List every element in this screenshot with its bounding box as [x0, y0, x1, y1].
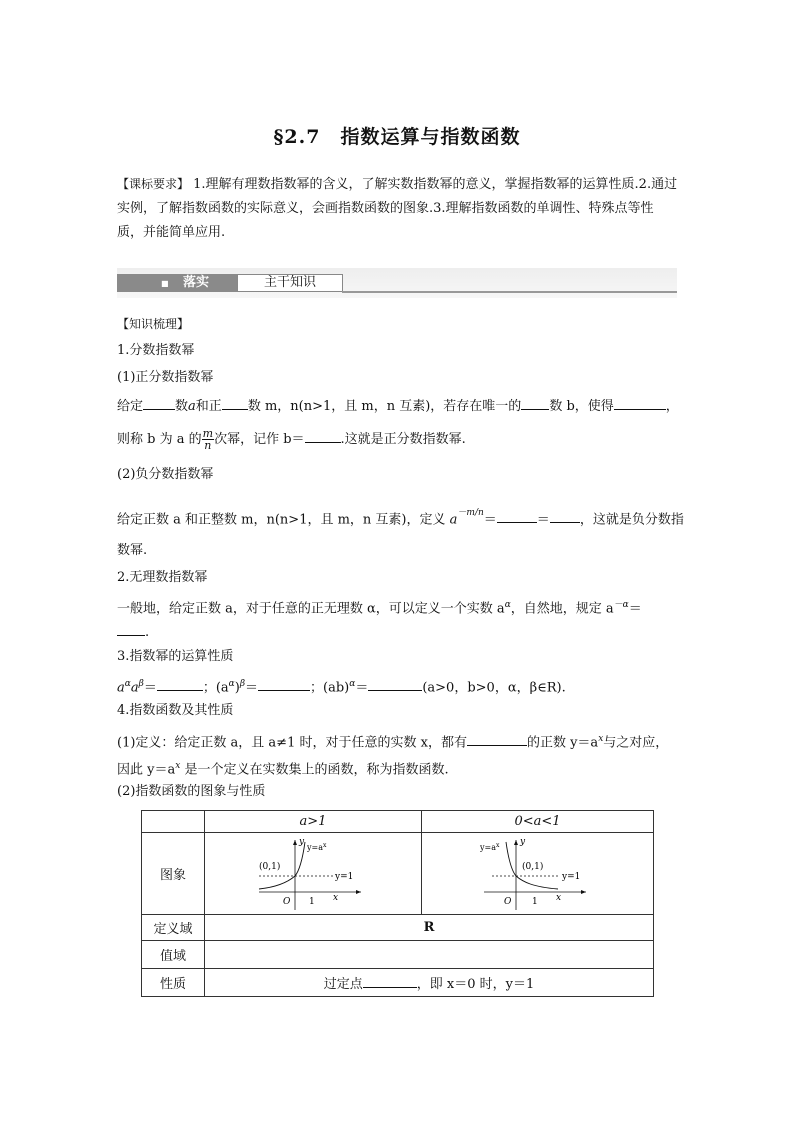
graph-decreasing [422, 833, 654, 915]
x-arrow-icon [581, 890, 586, 894]
table-row-graph [142, 833, 654, 915]
positive-fraction-line-1: 给定 数a和正 数 m，n(n>1，且 m，n 互素)，若存在唯一的 数 b，使得 ， [117, 396, 679, 416]
curve-label: $y=a^x$ [307, 841, 327, 852]
requirements-label: 【课标要求】 [117, 177, 190, 191]
properties-value: 过定点 ，即 x＝0 时，y＝1 [205, 969, 654, 997]
requirements-text: 1.理解有理数指数幂的含义，了解实数指数幂的意义，掌握指数幂的运算性质.2.通过实例，了解指数函数的实际意义，会画指数函数的图象.3.理解指数函数的单调性、特殊点等性质，并能简单应用. [117, 177, 678, 240]
blank [467, 732, 527, 746]
divider [342, 291, 677, 293]
point-label: (0,1) [259, 861, 281, 872]
one-label: 1 [309, 896, 315, 907]
blank [497, 509, 537, 523]
section-bar-dark [117, 274, 237, 292]
section-1-1-heading: (1)正分数指数幂 [117, 370, 214, 385]
negative-fraction-line-1: 给定正数 a 和正整数 m，n(n>1，且 m，n 互素)，定义 $a^{-m/n}=$ ＝ ，这就是负分数指 [117, 508, 684, 528]
blank [157, 677, 203, 691]
row-label-properties: 性质 [142, 969, 205, 997]
blank [305, 429, 341, 443]
section-2-heading: 2.无理数指数幂 [117, 570, 208, 585]
section-light-label: 主干知识 [237, 274, 343, 292]
blank [521, 396, 549, 410]
blank [258, 677, 310, 691]
x-arrow-icon [356, 890, 361, 894]
range-value [205, 941, 654, 969]
y-arrow-icon [293, 840, 297, 845]
row-label-graph: 图象 [142, 833, 205, 915]
section-bar [117, 268, 677, 298]
y-label: y [299, 836, 305, 847]
line-label: y=1 [335, 871, 354, 882]
table-row-properties [142, 969, 654, 997]
positive-fraction-line-2: 则称 b 为 a 的 $\frac{m}{n}$ 次幂，记作 b＝ .这就是正分数指数幂. [117, 427, 466, 452]
x-label: x [555, 892, 561, 903]
point-label: (0,1) [521, 861, 543, 872]
definition-line-1: (1)定义：给定正数 a，且 a≠1 时，对于任意的实数 x，都有 的正数 $y=a^x$与之对应， [117, 734, 669, 751]
blank [614, 396, 666, 410]
section-4-2-heading: (2)指数函数的图象与性质 [117, 784, 266, 799]
knowledge-heading: 【知识梳理】 [117, 317, 190, 331]
blank [143, 396, 175, 410]
curriculum-requirements [117, 172, 679, 245]
blank [117, 622, 145, 636]
blank [368, 677, 422, 691]
section-1-heading: 1.分数指数幂 [117, 343, 195, 358]
section-1-2-heading: (2)负分数指数幂 [117, 467, 214, 482]
curve-label: $y=a^x$ [479, 841, 499, 852]
exponential-function-table [141, 810, 654, 997]
y-label: y [519, 836, 525, 847]
y-arrow-icon [514, 840, 518, 845]
graph-a-lt-1-svg [478, 836, 598, 912]
origin-label: O [283, 896, 291, 907]
negative-fraction-line-2: 数幂. [117, 543, 148, 558]
table-row-range [142, 941, 654, 969]
table-row-domain [142, 915, 654, 941]
domain-value: R [205, 915, 654, 941]
page-title: §2.7 指数运算与指数函数 [273, 126, 521, 148]
x-label: x [333, 892, 339, 903]
square-icon: ■ [161, 278, 169, 288]
table-header-row [142, 811, 654, 833]
origin-label: O [503, 896, 511, 907]
blank [363, 974, 417, 988]
fraction-m-over-n: $\frac{m}{n}$ [202, 427, 214, 452]
blank [550, 509, 580, 523]
header-a-greater-1: a>1 [205, 811, 422, 833]
irrational-line-1: 一般地，给定正数 a，对于任意的正无理数 α，可以定义一个实数 $a^\alpha$，自然地，规定 $a^{-\alpha}=$ [117, 600, 642, 617]
section-4-heading: 4.指数函数及其性质 [117, 703, 234, 718]
section-dark-label: 落实 [183, 275, 210, 290]
row-label-range: 值域 [142, 941, 205, 969]
power-rules-line: $a^\alpha a^\beta=$ ；$(a^\alpha)^\beta=$ ；(ab)$^\alpha$＝ (a>0，b>0，α，β∈R). [117, 679, 566, 696]
row-label-domain: 定义域 [142, 915, 205, 941]
definition-line-2: 因此 $y=a^x$ 是一个定义在实数集上的函数，称为指数函数. [117, 761, 449, 778]
blank [222, 396, 248, 410]
section-3-heading: 3.指数幂的运算性质 [117, 649, 234, 664]
graph-a-gt-1-svg [253, 836, 373, 912]
graph-increasing [205, 833, 422, 915]
one-label: 1 [531, 896, 538, 907]
irrational-line-2: . [117, 622, 149, 642]
line-label: y=1 [561, 871, 580, 882]
header-a-between-0-1: 0<a<1 [422, 811, 654, 833]
